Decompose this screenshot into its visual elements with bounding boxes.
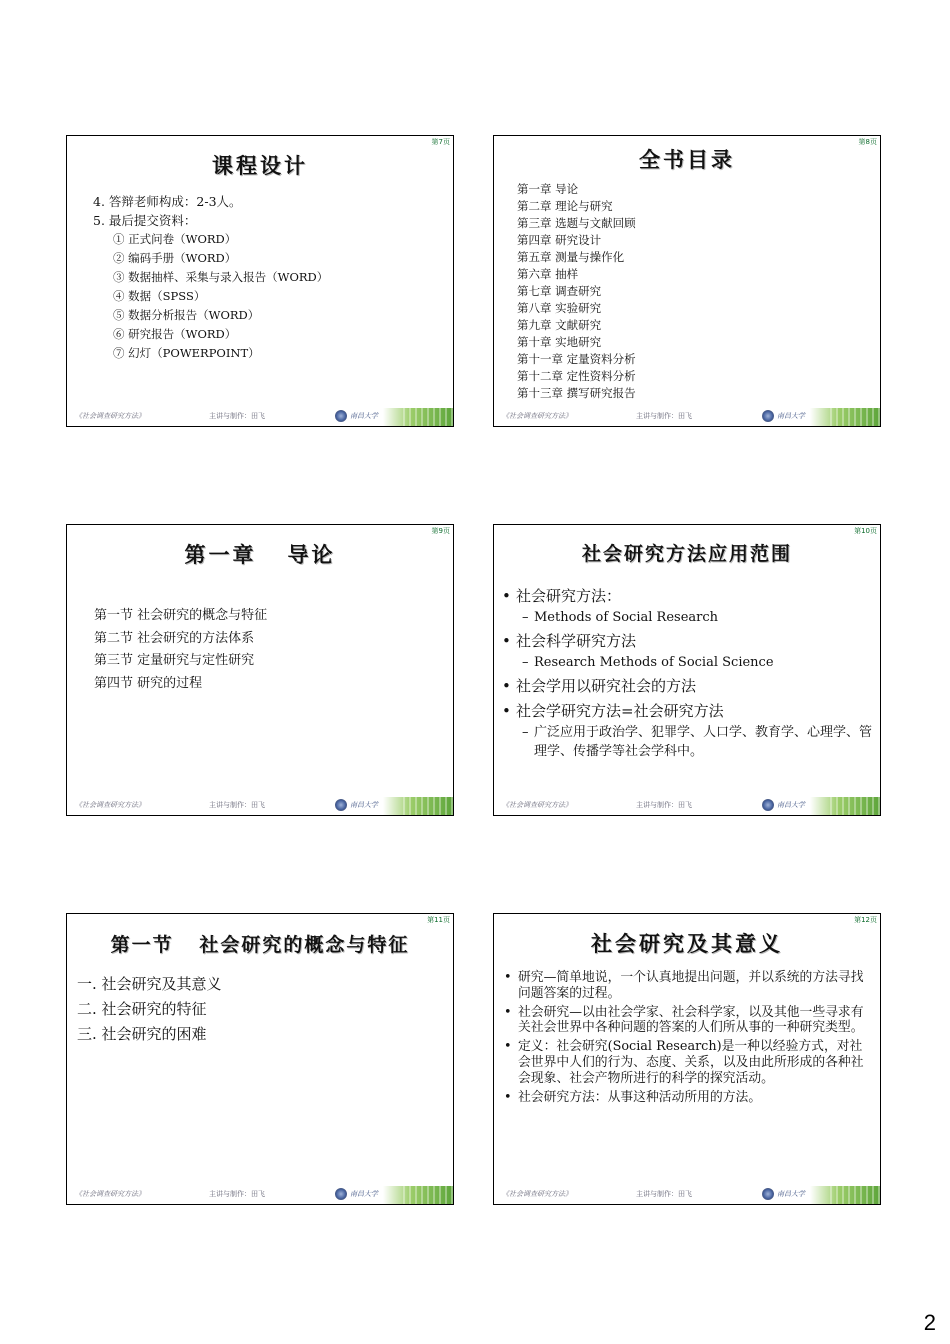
document-page-number: 2 xyxy=(923,1310,936,1335)
sub-list xyxy=(113,230,328,363)
toc-item: 第二章 理论与研究 xyxy=(517,199,613,213)
bullet-item: • 社会研究方法：从事这种活动所用的方法。 xyxy=(502,1090,872,1106)
footer-university: 南昌大学 xyxy=(335,410,378,422)
footer-university: 南昌大学 xyxy=(335,1188,378,1200)
list-item: ⑥ 研究报告（WORD） xyxy=(113,327,237,341)
toc-item: 第十一章 定量资料分析 xyxy=(517,352,636,366)
slide-page-number: 第9页 xyxy=(431,527,450,535)
slide-footer xyxy=(494,1186,880,1204)
slide-body xyxy=(77,972,222,1047)
toc-item: 第十二章 定性资料分析 xyxy=(517,369,636,383)
footer-course: 《社会调查研究方法》 xyxy=(75,1190,145,1198)
footer-author: 主讲与制作：田飞 xyxy=(209,1190,265,1198)
slide-8 xyxy=(493,135,881,427)
list-item: 三. 社会研究的困难 xyxy=(77,1025,207,1043)
bullet-item: • 社会研究方法： xyxy=(500,585,872,608)
slide-page-number: 第11页 xyxy=(427,916,450,924)
slide-title: 社会研究及其意义 xyxy=(591,931,783,956)
toc-item: 第七章 调查研究 xyxy=(517,284,602,298)
footer-course: 《社会调查研究方法》 xyxy=(502,801,572,809)
footer-course: 《社会调查研究方法》 xyxy=(75,412,145,420)
slide-page-number: 第8页 xyxy=(858,138,877,146)
toc-item: 第十三章 撰写研究报告 xyxy=(517,386,636,400)
toc-item: 第九章 文献研究 xyxy=(517,318,602,332)
list-item: ② 编码手册（WORD） xyxy=(113,251,237,265)
slide-body xyxy=(502,970,872,1108)
footer-course: 《社会调查研究方法》 xyxy=(75,801,145,809)
footer-author: 主讲与制作：田飞 xyxy=(636,1190,692,1198)
list-item: 第四节 研究的过程 xyxy=(94,675,203,691)
slide-body xyxy=(93,192,328,363)
university-seal-icon xyxy=(335,410,347,422)
bullet-item: • 定义：社会研究(Social Research)是一种以经验方式，对社会世界中人们的行为、态度、关系，以及由此所形成的各种社会现象、社会产物所进行的科学的探究活动。 xyxy=(502,1039,872,1086)
slide-title: 社会研究方法应用范围 xyxy=(581,543,792,565)
slide-body xyxy=(500,583,872,764)
footer-university: 南昌大学 xyxy=(762,410,805,422)
list-item: 5. 最后提交资料： xyxy=(93,213,197,228)
footer-university: 南昌大学 xyxy=(762,1188,805,1200)
list-item: ① 正式问卷（WORD） xyxy=(113,232,237,246)
university-seal-icon xyxy=(335,799,347,811)
university-seal-icon xyxy=(335,1188,347,1200)
list-item: 第三节 定量研究与定性研究 xyxy=(94,653,255,668)
toc-item: 第八章 实验研究 xyxy=(517,301,602,315)
slide-footer xyxy=(494,797,880,815)
sub-bullet-item: – Research Methods of Social Science xyxy=(500,653,872,672)
slide-footer xyxy=(494,408,880,426)
slide-footer xyxy=(67,1186,453,1204)
slide-page-number: 第7页 xyxy=(431,138,450,146)
toc-item: 第三章 选题与文献回顾 xyxy=(517,216,636,230)
slide-9 xyxy=(66,524,454,816)
list-item: 一. 社会研究及其意义 xyxy=(77,975,222,993)
footer-author: 主讲与制作：田飞 xyxy=(636,801,692,809)
list-item: 4. 答辩老师构成：2-3人。 xyxy=(93,194,242,209)
footer-decoration xyxy=(383,1186,453,1204)
slide-body xyxy=(94,605,267,695)
slide-footer xyxy=(67,797,453,815)
slide-7 xyxy=(66,135,454,427)
sub-bullet-item: – Methods of Social Research xyxy=(500,608,872,627)
slide-page-number: 第10页 xyxy=(854,527,877,535)
table-of-contents xyxy=(517,181,636,402)
footer-decoration xyxy=(810,1186,880,1204)
toc-item: 第十章 实地研究 xyxy=(517,335,602,349)
slide-11 xyxy=(66,913,454,1205)
bullet-item: • 社会科学研究方法 xyxy=(500,630,872,653)
list-item: ③ 数据抽样、采集与录入报告（WORD） xyxy=(113,270,329,284)
toc-item: 第六章 抽样 xyxy=(517,267,579,281)
list-item: ⑦ 幻灯（POWERPOINT） xyxy=(113,346,260,360)
list-item: 第一节 社会研究的概念与特征 xyxy=(94,608,268,623)
slide-footer xyxy=(67,408,453,426)
bullet-item: • 社会研究—以由社会学家、社会科学家，以及其他一些寻求有关社会世界中各种问题的答案的人们所从事的一种研究类型。 xyxy=(502,1005,872,1037)
list-item: ⑤ 数据分析报告（WORD） xyxy=(113,308,260,322)
footer-author: 主讲与制作：田飞 xyxy=(636,412,692,420)
list-item: 第二节 社会研究的方法体系 xyxy=(94,630,255,646)
footer-decoration xyxy=(810,797,880,815)
footer-decoration xyxy=(383,797,453,815)
footer-course: 《社会调查研究方法》 xyxy=(502,1190,572,1198)
footer-decoration xyxy=(810,408,880,426)
toc-item: 第四章 研究设计 xyxy=(517,233,602,247)
bullet-item: • 研究—简单地说，一个认真地提出问题，并以系统的方法寻找问题答案的过程。 xyxy=(502,970,872,1002)
footer-author: 主讲与制作：田飞 xyxy=(209,412,265,420)
slide-title: 全书目录 xyxy=(639,147,735,172)
slide-page-number: 第12页 xyxy=(854,916,877,924)
toc-item: 第五章 测量与操作化 xyxy=(517,250,625,264)
university-seal-icon xyxy=(762,1188,774,1200)
footer-university: 南昌大学 xyxy=(762,799,805,811)
bullet-item: • 社会学用以研究社会的方法 xyxy=(500,675,872,698)
slide-12 xyxy=(493,913,881,1205)
bullet-item: • 社会学研究方法=社会研究方法 xyxy=(500,700,872,723)
slide-title: 第一章 导论 xyxy=(184,542,336,567)
toc-item: 第一章 导论 xyxy=(517,182,579,196)
footer-decoration xyxy=(383,408,453,426)
slide-title: 第一节 社会研究的概念与特征 xyxy=(110,934,410,956)
sub-bullet-item: – 广泛应用于政治学、犯罪学、人口学、教育学、心理学、管理学、传播学等社会学科中。 xyxy=(500,723,872,761)
slide-10 xyxy=(493,524,881,816)
footer-university: 南昌大学 xyxy=(335,799,378,811)
university-seal-icon xyxy=(762,799,774,811)
list-item: 二. 社会研究的特征 xyxy=(77,1000,207,1018)
footer-author: 主讲与制作：田飞 xyxy=(209,801,265,809)
list-item: ④ 数据（SPSS） xyxy=(113,289,206,303)
university-seal-icon xyxy=(762,410,774,422)
footer-course: 《社会调查研究方法》 xyxy=(502,412,572,420)
slide-title: 课程设计 xyxy=(212,153,308,178)
